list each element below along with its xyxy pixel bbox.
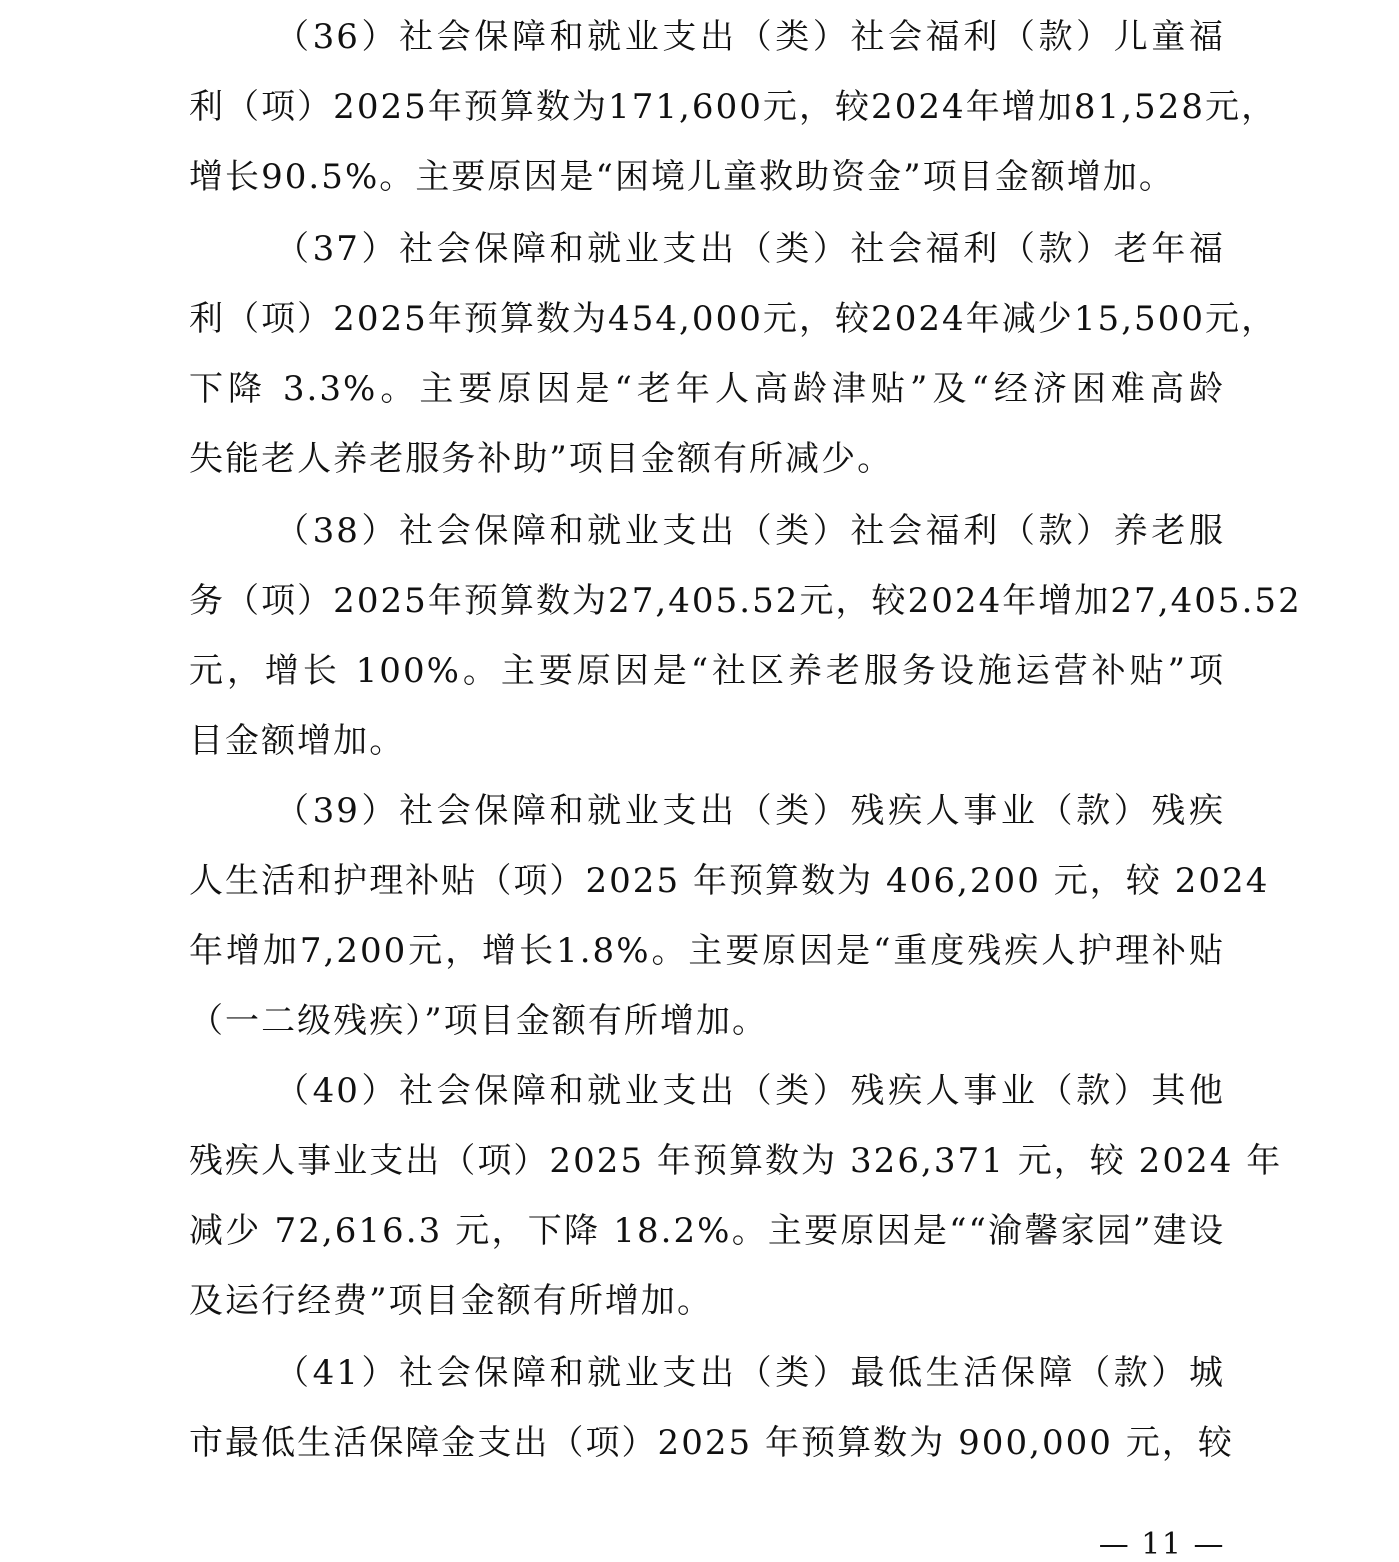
paragraph-line: 人生活和护理补贴（项）2025 年预算数为 406,200 元，较 2024 — [189, 861, 1270, 901]
paragraph-line: 利（项）2025年预算数为454,000元，较2024年减少15,500元， — [189, 299, 1278, 339]
page-number: — 11 — — [1098, 1527, 1225, 1562]
paragraph-line: 年增加7,200元，增长1.8%。主要原因是“重度残疾人护理补贴 — [189, 931, 1225, 971]
paragraph-line: 减少 72,616.3 元，下降 18.2%。主要原因是““渝馨家园”建设 — [189, 1211, 1225, 1251]
paragraph-line: 增长90.5%。主要原因是“困境儿童救助资金”项目金额增加。 — [189, 157, 1175, 197]
paragraph-line: 市最低生活保障金支出（项）2025 年预算数为 900,000 元，较 — [189, 1423, 1234, 1463]
paragraph-39 — [189, 776, 1270, 1056]
paragraph-line: 下降 3.3%。主要原因是“老年人高龄津贴”及“经济困难高龄 — [189, 369, 1225, 409]
paragraph-38 — [189, 496, 1302, 776]
paragraph-41 — [189, 1338, 1234, 1478]
paragraph-line: （39）社会保障和就业支出（类）残疾人事业（款）残疾 — [275, 791, 1225, 831]
paragraph-40 — [189, 1056, 1283, 1336]
paragraph-line: 失能老人养老服务补助”项目金额有所减少。 — [189, 439, 894, 479]
paragraph-line: 残疾人事业支出（项）2025 年预算数为 326,371 元，较 2024 年 — [189, 1141, 1283, 1181]
paragraph-line: （40）社会保障和就业支出（类）残疾人事业（款）其他 — [275, 1071, 1225, 1111]
paragraph-line: 务（项）2025年预算数为27,405.52元，较2024年增加27,405.52 — [189, 581, 1302, 621]
paragraph-line: （38）社会保障和就业支出（类）社会福利（款）养老服 — [275, 511, 1225, 551]
paragraph-37 — [189, 214, 1278, 494]
document-page — [189, 0, 1302, 1470]
paragraph-line: 目金额增加。 — [189, 721, 406, 761]
paragraph-line: （一二级残疾）”项目金额有所增加。 — [189, 1001, 769, 1041]
paragraph-36 — [189, 2, 1278, 212]
paragraph-line: 利（项）2025年预算数为171,600元，较2024年增加81,528元， — [189, 87, 1278, 127]
paragraph-line: 元，增长 100%。主要原因是“社区养老服务设施运营补贴”项 — [189, 651, 1225, 691]
paragraph-line: （41）社会保障和就业支出（类）最低生活保障（款）城 — [275, 1353, 1225, 1393]
paragraph-line: 及运行经费”项目金额有所增加。 — [189, 1281, 713, 1321]
paragraph-line: （36）社会保障和就业支出（类）社会福利（款）儿童福 — [275, 17, 1225, 57]
paragraph-line: （37）社会保障和就业支出（类）社会福利（款）老年福 — [275, 229, 1225, 269]
